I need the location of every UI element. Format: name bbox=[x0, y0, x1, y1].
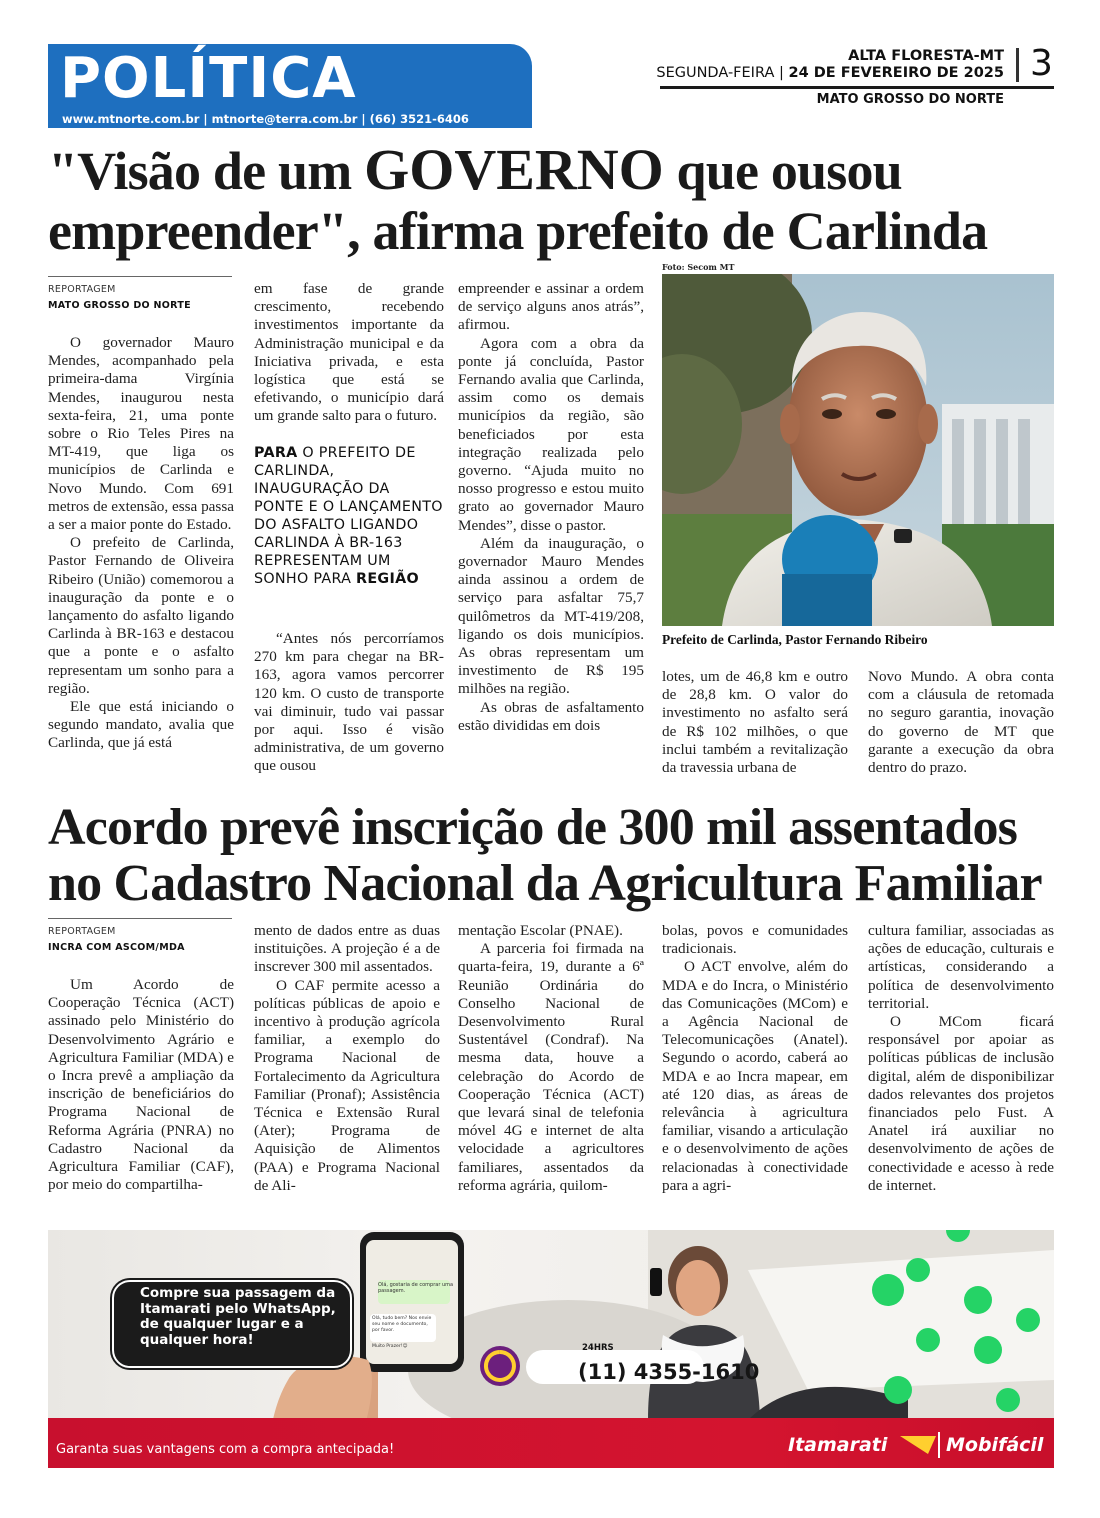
headline-line2: empreender", afirma prefeito de Carlinda bbox=[48, 201, 988, 261]
headline-line1: Acordo prevê inscrição de 300 mil assentados bbox=[48, 799, 1018, 856]
article1-col2-bottom bbox=[254, 630, 444, 776]
paragraph: A parceria foi firmada na quarta-feira, 19, durante a 6ª Reunião Ordinária do Conselho Nacional de Desenvolvimento Rural Sustentável (Condraf). Na mesma data, houve a celebração do Acordo de Cooperação Técnica (ACT) que levará sinal de telefonia móvel 4G e internet de alta velocidade a agricultores familiares, assentados da reforma agrária, quilom- bbox=[458, 940, 644, 1194]
paragraph: Ele que está iniciando o segundo mandato, avalia que Carlinda, que já está bbox=[48, 698, 234, 752]
pull-quote-text: O PREFEITO DE CARLINDA, INAUGURAÇÃO DA PONTE E O LANÇAMENTO DO ASFALTO LIGANDO CARLINDA À BR-163 REPRESENTAM UM SONHO PARA bbox=[254, 445, 443, 587]
weekday: SEGUNDA-FEIRA bbox=[656, 65, 775, 81]
paragraph: mentação Escolar (PNAE). bbox=[458, 922, 623, 939]
date: 24 DE FEVEREIRO DE 2025 bbox=[788, 65, 1004, 81]
byline-kicker: REPORTAGEM bbox=[48, 926, 116, 937]
article1-col2-top bbox=[254, 280, 444, 426]
byline-kicker: REPORTAGEM bbox=[48, 284, 116, 295]
article1-headline bbox=[48, 137, 988, 261]
byline-rule bbox=[48, 276, 232, 277]
article2-col3 bbox=[458, 922, 644, 1195]
ad-hours: 24HRS bbox=[582, 1343, 614, 1353]
pull-quote-lead: PARA bbox=[254, 445, 298, 461]
newspaper-name: MATO GROSSO DO NORTE bbox=[816, 92, 1004, 107]
byline-rule bbox=[48, 918, 232, 919]
paragraph: O prefeito de Carlinda, Pastor Fernando de Oliveira Ribeiro (União) comemorou a inauguração da ponte e o lançamento do asfalto ligando Carlinda à BR-163 e destacou que a ponte e o asfalto representam um sonho para a região. bbox=[48, 534, 234, 697]
paragraph: As obras de asfaltamento estão divididas em dois bbox=[458, 698, 644, 734]
photo-caption: Prefeito de Carlinda, Pastor Fernando Ribeiro bbox=[662, 632, 928, 647]
headline-emphasis: GOVERNO bbox=[364, 137, 664, 202]
paragraph: Novo Mundo. A obra conta com a cláusula de retomada no seguro garantia, inovação do governo de MT que garante a execução da obra dentro do prazo. bbox=[868, 668, 1054, 777]
byline-source: MATO GROSSO DO NORTE bbox=[48, 300, 191, 311]
edition-city: ALTA FLORESTA-MT bbox=[848, 48, 1004, 64]
brand-itamarati: Itamarati bbox=[788, 1434, 888, 1456]
paragraph: cultura familiar, associadas as ações de educação, culturais e artísticas, considerando a política de desenvolvimento territorial. bbox=[868, 922, 1054, 1012]
itamarati-swoosh-icon bbox=[898, 1430, 938, 1460]
article1-col4 bbox=[662, 668, 848, 777]
photo-credit: Foto: Secom MT bbox=[662, 262, 735, 272]
header-rule bbox=[660, 86, 1054, 89]
section-title: POLÍTICA bbox=[60, 46, 357, 111]
article1-col5 bbox=[868, 668, 1054, 777]
paragraph: empreender e assinar a ordem de serviço alguns anos atrás”, afirmou. bbox=[458, 280, 644, 334]
contact-line: www.mtnorte.com.br | mtnorte@terra.com.br | (66) 3521-6406 bbox=[62, 112, 469, 126]
paragraph: “Antes nós percorríamos 270 km para chegar na BR-163, agora vamos percorrer 120 km. O custo de transporte vai diminuir, tudo vai passar por aqui. Isso é visão administrativa, de um governo que ousou bbox=[254, 630, 444, 775]
brand-divider bbox=[938, 1432, 940, 1458]
article2-headline bbox=[48, 800, 1042, 912]
header-divider bbox=[1016, 48, 1019, 82]
paragraph: bolas, povos e comunidades tradicionais. bbox=[662, 922, 848, 958]
paragraph: O ACT envolve, além do MDA e do Incra, o Ministério das Comunicações (MCom) e a Agência Nacional de Telecomunicações (Anatel). Segundo o acordo, caberá ao MDA e ao Incra mapear, em até 120 dias, as áreas de relevância à agricultura familiar, visando a articulação e o desenvolvimento de ações relacionadas à conectividade para a agri- bbox=[662, 958, 848, 1194]
ad-phone[interactable]: (11) 4355-1610 bbox=[578, 1360, 760, 1384]
microphone-icon bbox=[782, 515, 878, 626]
paragraph: O governador Mauro Mendes, acompanhado pela primeira-dama Virgínia Mendes, inaugurou nesta sexta-feira, 21, uma ponte sobre o Rio Teles Pires na MT-419, que liga os municípios de Carlinda e Novo Mundo. Com 691 metros de extensão, essa passa a ser a maior ponte do Estado. bbox=[48, 334, 234, 534]
byline-source: INCRA COM ASCOM/MDA bbox=[48, 942, 185, 953]
mayor-photo bbox=[662, 274, 1054, 626]
paragraph: Agora com a obra da ponte já concluída, Pastor Fernando avalia que Carlinda, assim como os demais municípios da região, são beneficiados por esta integração realizada pelo governo. “Ajuda muito no nosso progresso e estou muito grato ao governador Mauro Mendes”, disse o pastor. bbox=[458, 334, 644, 534]
article1-col1 bbox=[48, 334, 234, 753]
article2-col5 bbox=[868, 922, 1054, 1195]
paragraph: lotes, um de 46,8 km e outro de 28,8 km. O valor do investimento no asfalto será de R$ 102 milhões, o que inclui também a revitalização da travessia urbana de bbox=[662, 668, 848, 777]
headline-part: que ousou bbox=[663, 141, 902, 201]
headline-part: "Visão de um bbox=[48, 141, 365, 201]
paragraph: em fase de grande crescimento, recebendo investimentos importante da Administração municipal e da Iniciativa privada, e esta logística que está se efetivando, o município dará um grande salto para o futuro. bbox=[254, 280, 444, 425]
paragraph: mento de dados entre as duas instituições. A projeção é a de inscrever 300 mil assentados. bbox=[254, 922, 440, 976]
ad-bubble-text: Compre sua passagem da Itamarati pelo WhatsApp, de qualquer lugar e a qualquer hora! bbox=[140, 1285, 336, 1348]
article2-col2 bbox=[254, 922, 440, 1195]
chat-message-1: Olá, gostaria de comprar uma passagem. bbox=[378, 1282, 454, 1294]
ad-footer-text: Garanta suas vantagens com a compra antecipada! bbox=[56, 1442, 395, 1457]
chat-message-2: Olá, tudo bem? Nos envie seu nome e documento, por favor. bbox=[372, 1316, 432, 1333]
chat-message-3: Muito Prazer!😉 bbox=[372, 1344, 408, 1349]
advertisement[interactable] bbox=[48, 1230, 1054, 1468]
headline-line2: no Cadastro Nacional da Agricultura Familiar bbox=[48, 855, 1042, 912]
paragraph: O CAF permite acesso a políticas públicas de apoio e incentivo à produção agrícola familiar, a exemplo do Programa Nacional de Fortalecimento da Agricultura Familiar (Pronaf); Assistência Técnica e Extensão Rural (Ater); Programa de Aquisição de Alimentos (PAA) e Programa Nacional de Ali- bbox=[254, 976, 440, 1194]
pull-quote bbox=[254, 444, 444, 588]
pull-quote-end: REGIÃO bbox=[356, 571, 419, 587]
paragraph: Além da inauguração, o governador Mauro Mendes ainda assinou a ordem de serviço para asfaltar 75,7 quilômetros da MT-419/208, ligando os dois municípios. As obras representam um investimento de R$ 195 milhões na região. bbox=[458, 534, 644, 698]
article2-col1 bbox=[48, 976, 234, 1194]
article2-col4 bbox=[662, 922, 848, 1195]
portrait-illustration bbox=[662, 274, 1054, 626]
paragraph: O MCom ficará responsável por apoiar as políticas públicas de inclusão digital, além de disponibilizar dados relevantes dos projetos financiados pelo Fust. A Anatel irá auxiliar no desenvolvimento de ações de conectividade e acesso à rede de internet. bbox=[868, 1013, 1054, 1194]
page-number: 3 bbox=[1030, 43, 1053, 84]
paragraph: Um Acordo de Cooperação Técnica (ACT) assinado pelo Ministério do Desenvolvimento Agrário e Agricultura Familiar (MDA) e o Incra prevê a ampliação da inscrição de beneficiários do Programa Nacional de Reforma Agrária (PNRA) no Cadastro Nacional da Agricultura Familiar (CAF), por meio do compartilha- bbox=[48, 976, 234, 1194]
edition-date: SEGUNDA-FEIRA | 24 DE FEVEREIRO DE 2025 bbox=[656, 65, 1004, 81]
article1-col3 bbox=[458, 280, 644, 735]
brand-mobifacil: Mobifácil bbox=[946, 1434, 1044, 1456]
